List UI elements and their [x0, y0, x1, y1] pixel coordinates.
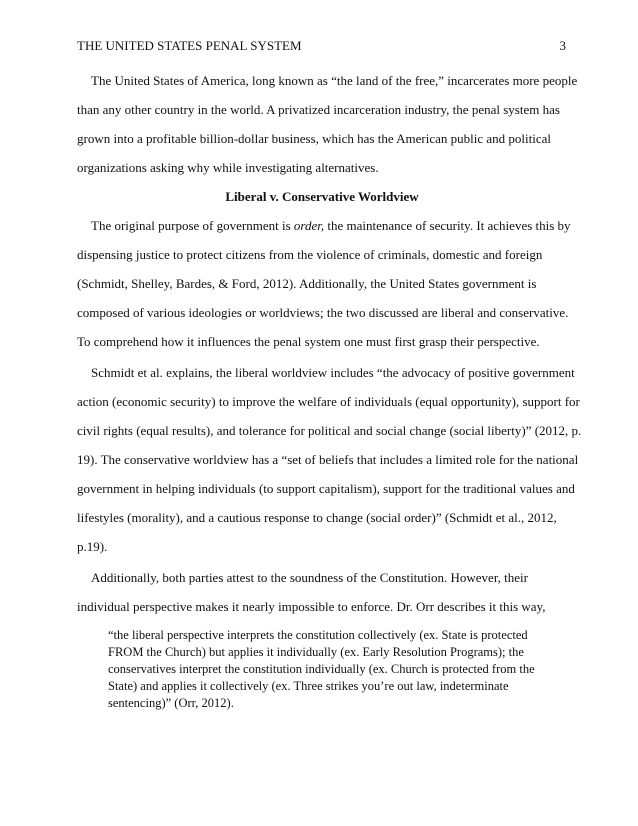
text-line: action (economic security) to improve the welfare of individuals (equal opportunity), support for [77, 394, 580, 409]
running-head: THE UNITED STATES PENAL SYSTEM [77, 38, 302, 53]
document-body [77, 66, 582, 712]
text-line [77, 211, 571, 240]
text-line: organizations asking why while investigating alternatives. [77, 160, 379, 175]
emphasis-order: order, [293, 218, 325, 233]
text-line: p.19). [77, 539, 108, 554]
page-number: 3 [559, 38, 566, 53]
page-header [77, 36, 566, 56]
paragraph-intro [77, 66, 578, 182]
text-line: Schmidt et al. explains, the liberal worldview includes “the advocacy of positive government [91, 365, 575, 380]
text-line: civil rights (equal results), and tolerance for political and social change (social liberty)” (2012, p. [77, 423, 582, 438]
quote-line: “the liberal perspective interprets the constitution collectively (ex. State is protected [108, 628, 528, 642]
block-quote [77, 621, 567, 712]
text-line: dispensing justice to protect citizens from the violence of criminals, domestic and foreign [77, 247, 543, 262]
text-line: composed of various ideologies or worldviews; the two discussed are liberal and conservative. [77, 305, 569, 320]
text-line: 19). The conservative worldview has a “set of beliefs that includes a limited role for the national [77, 452, 579, 467]
paragraph-worldviews [77, 358, 582, 561]
text-line: To comprehend how it influences the penal system one must first grasp their perspective. [77, 334, 540, 349]
paragraph-purpose [77, 211, 571, 356]
text-line: (Schmidt, Shelley, Bardes, & Ford, 2012). Additionally, the United States government is [77, 276, 537, 291]
text-line: lifestyles (morality), and a cautious response to change (social order)” (Schmidt et al., 2012, [77, 510, 557, 525]
paragraph-constitution [77, 563, 567, 621]
text-line: grown into a profitable billion-dollar business, which has the American public and political [77, 131, 552, 146]
text-segment: The original purpose of government is [91, 218, 294, 233]
quote-line: FROM the Church) but applies it individually (ex. Early Resolution Programs); the [108, 645, 524, 659]
quote-line: State) and applies it collectively (ex. Three strikes you’re out law, indeterminate [108, 679, 509, 693]
text-line: than any other country in the world. A privatized incarceration industry, the penal system has [77, 102, 560, 117]
text-line: individual perspective makes it nearly impossible to enforce. Dr. Orr describes it this way, [77, 599, 546, 614]
quote-line: sentencing)” (Orr, 2012). [108, 696, 234, 710]
text-line: government in helping individuals (to support capitalism), support for the traditional values and [77, 481, 575, 496]
text-segment: the maintenance of security. It achieves this by [324, 218, 571, 233]
text-line: The United States of America, long known as “the land of the free,” incarcerates more people [91, 73, 578, 88]
quote-line: conservatives interpret the constitution individually (ex. Church is protected from the [108, 662, 535, 676]
section-heading: Liberal v. Conservative Worldview [225, 189, 419, 204]
text-line: Additionally, both parties attest to the soundness of the Constitution. However, their [91, 570, 528, 585]
